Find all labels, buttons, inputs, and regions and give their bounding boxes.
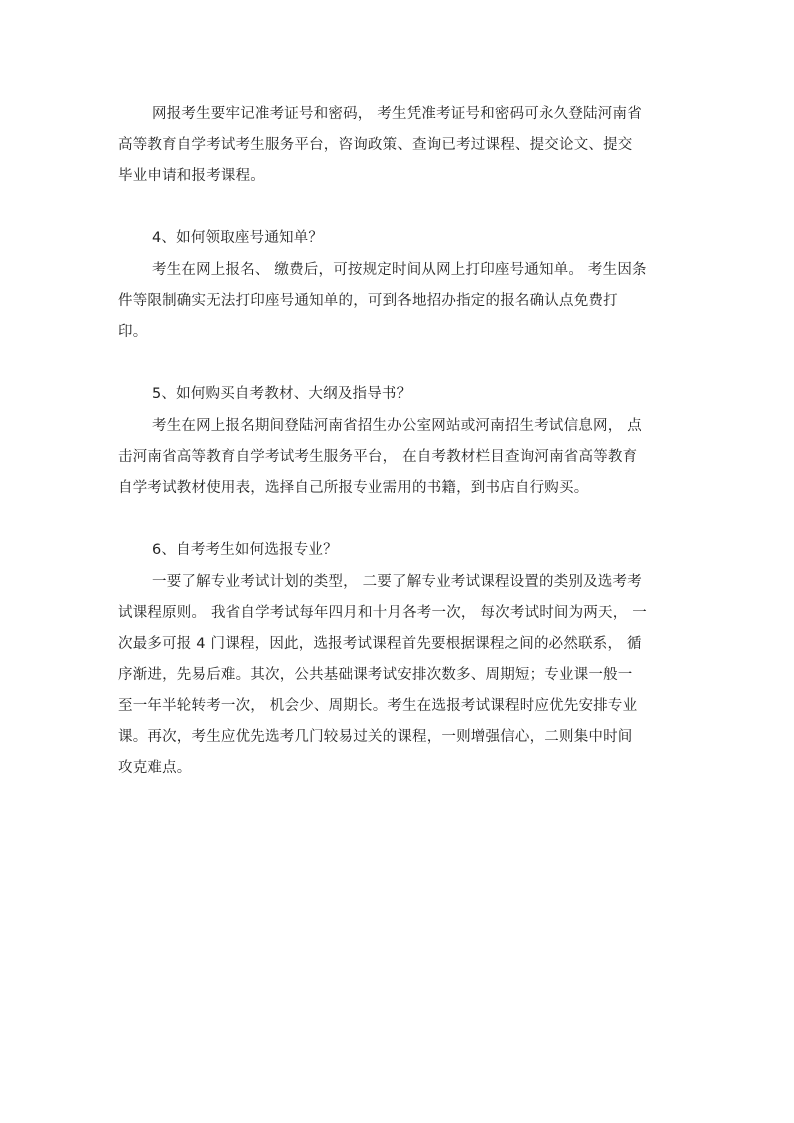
section-6-line-3: 次最多可报 4 门课程，因此，选报考试课程首先要根据课程之间的必然联系， 循 [118, 636, 642, 652]
section-6-line-2: 试课程原则。 我省自学考试每年四月和十月各考一次， 每次考试时间为两天， 一 [118, 605, 647, 621]
section-4-line-2: 件等限制确实无法打印座号通知单的，可到各地招办指定的报名确认点免费打 [118, 293, 618, 309]
section-4-line-1: 考生在网上报名、 缴费后，可按规定时间从网上打印座号通知单。 考生因条 [152, 262, 647, 278]
section-6-line-1: 一要了解专业考试计划的类型， 二要了解专业考试课程设置的类别及选考考 [152, 574, 642, 590]
section-5-line-1: 考生在网上报名期间登陆河南省招生办公室网站或河南招生考试信息网， 点 [152, 418, 642, 434]
section-6-line-7: 攻克难点。 [118, 760, 192, 776]
intro-line-1: 网报考生要牢记准考证号和密码， 考生凭准考证号和密码可永久登陆河南省 [152, 106, 642, 122]
section-6-line-5: 至一年半轮转考一次， 机会少、周期长。考生在选报考试课程时应优先安排专业 [118, 698, 638, 714]
section-6-line-4: 序渐进，先易后难。其次，公共基础课考试安排次数多、周期短；专业课一般一 [118, 667, 633, 683]
section-5-heading: 5、如何购买自考教材、大纲及指导书？ [152, 386, 412, 402]
section-6-heading: 6、自考考生如何选报专业？ [152, 542, 338, 558]
section-5-line-2: 击河南省高等教育自学考试考生服务平台， 在自考教材栏目查询河南省高等教育 [118, 449, 638, 465]
section-4-line-3: 印。 [118, 324, 148, 340]
section-6-line-6: 课。再次，考生应优先选考几门较易过关的课程，一则增强信心，二则集中时间 [118, 729, 633, 745]
section-5-line-3: 自学考试教材使用表，选择自己所报专业需用的书籍，到书店自行购买。 [118, 480, 589, 496]
intro-line-2: 高等教育自学考试考生服务平台，咨询政策、查询已考过课程、提交论文、提交 [118, 137, 633, 153]
section-4-heading: 4、如何领取座号通知单？ [152, 230, 324, 246]
intro-line-3: 毕业申请和报考课程。 [118, 168, 265, 184]
